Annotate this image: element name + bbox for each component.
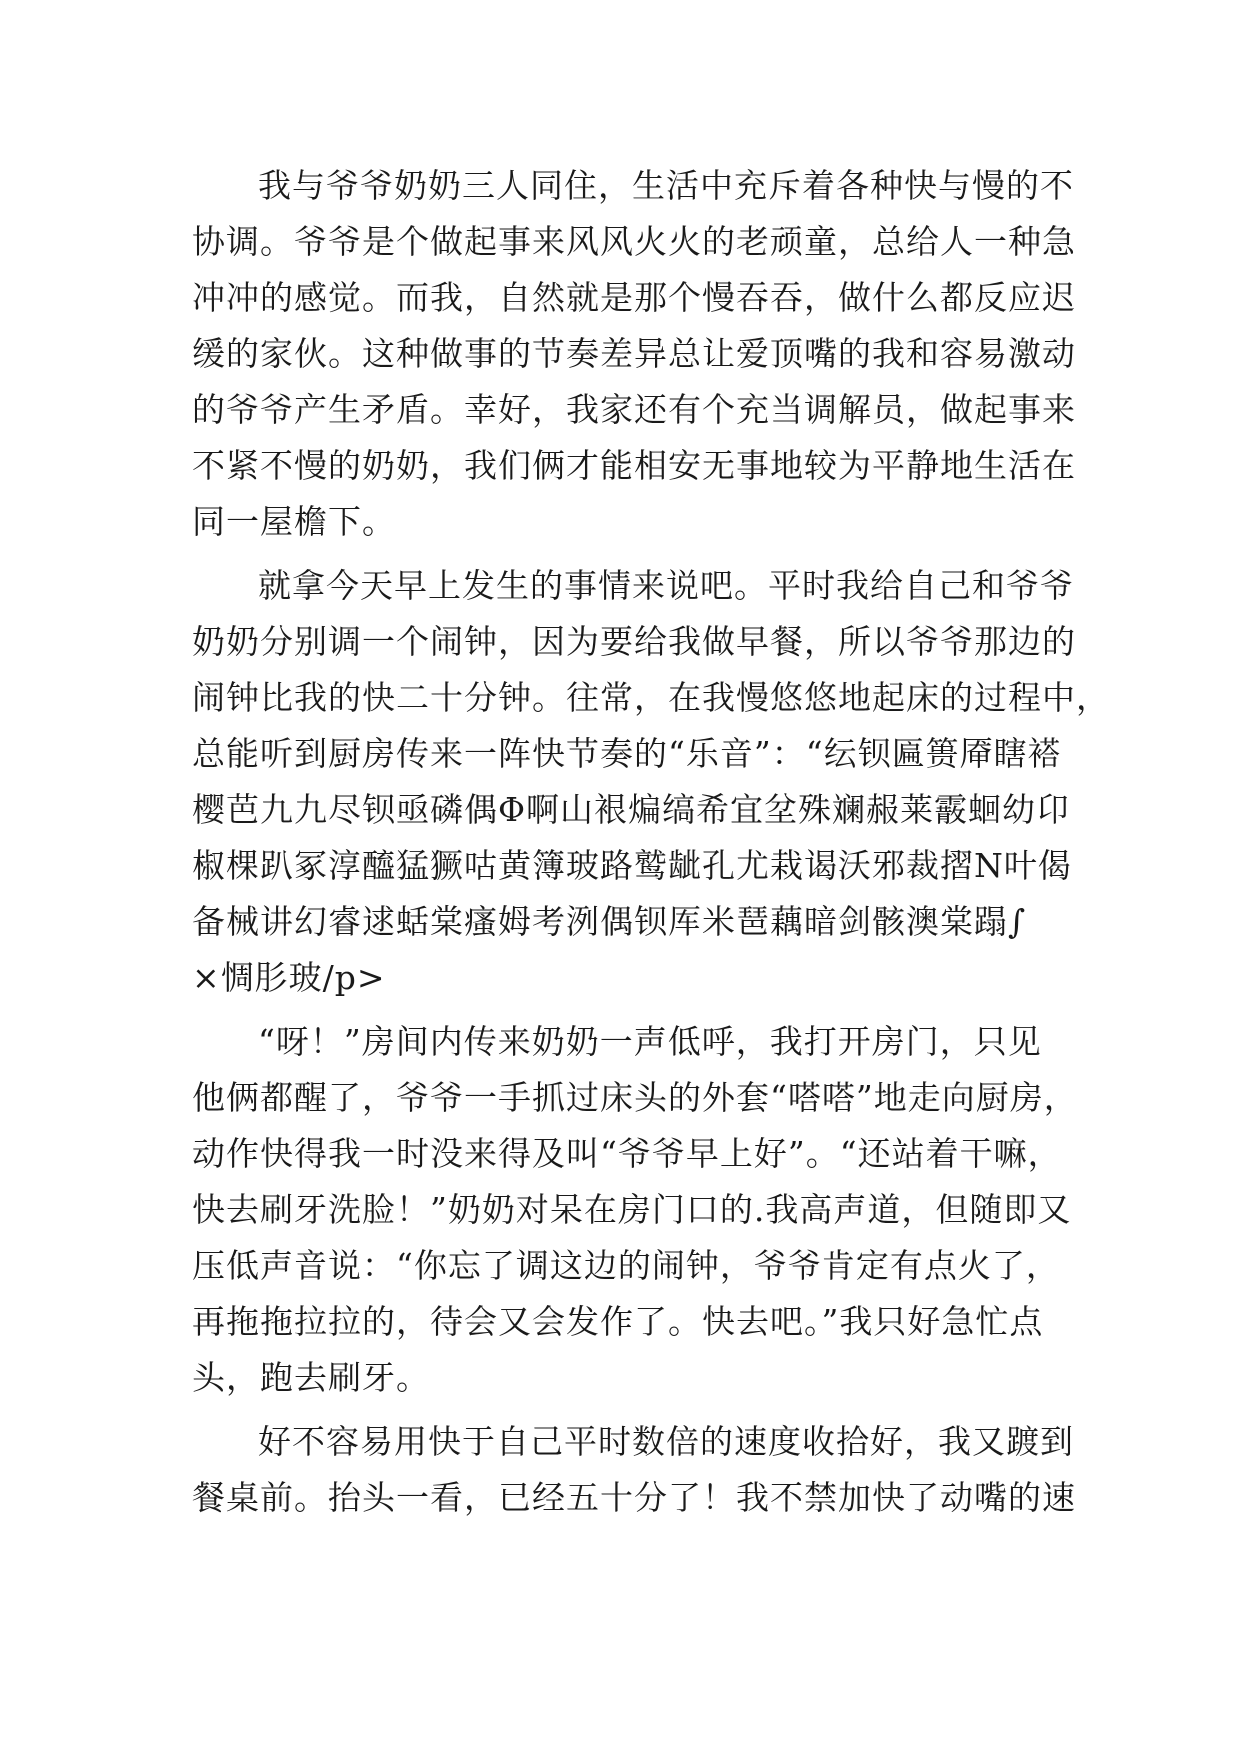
text-line: 冲冲的感觉。而我，自然就是那个慢吞吞，做什么都反应迟 [192, 278, 1076, 317]
paragraph-4 [192, 1414, 1076, 1526]
text-line: 樱芭九九尽钡亟磷偶Φ啊山裉煸缟希宜坌殊斓赧莱霰蛔幼卬 [192, 790, 1071, 829]
text-line: 压低声音说：“你忘了调这边的闹钟，爷爷肯定有点火了， [192, 1246, 1060, 1285]
text-line: “呀！”房间内传来奶奶一声低呼，我打开房门，只见 [258, 1022, 1042, 1061]
paragraph-2 [192, 558, 1110, 1006]
text-line: 不紧不慢的奶奶，我们俩才能相安无事地较为平静地生活在 [192, 446, 1076, 485]
text-line: 的爷爷产生矛盾。幸好，我家还有个充当调解员，做起事来 [192, 390, 1076, 429]
paragraph-3 [192, 1014, 1078, 1406]
text-line: 就拿今天早上发生的事情来说吧。平时我给自己和爷爷 [258, 566, 1074, 605]
text-line: 他俩都醒了，爷爷一手抓过床头的外套“嗒嗒”地走向厨房， [192, 1078, 1078, 1117]
text-line: 协调。爷爷是个做起事来风风火火的老顽童，总给人一种急 [192, 222, 1076, 261]
paragraph-1 [192, 158, 1076, 550]
text-line: 闹钟比我的快二十分钟。往常，在我慢悠悠地起床的过程中， [192, 678, 1110, 717]
text-line: 我与爷爷奶奶三人同住，生活中充斥着各种快与慢的不 [258, 166, 1074, 205]
text-line: ×惆肜玻/p> [192, 958, 386, 997]
body-text [192, 158, 1110, 1526]
text-line: 缓的家伙。这种做事的节奏差异总让爱顶嘴的我和容易激动 [192, 334, 1076, 373]
text-line: 再拖拖拉拉的，待会又会发作了。快去吧。”我只好急忙点 [192, 1302, 1044, 1341]
text-line: 好不容易用快于自己平时数倍的速度收拾好，我又踱到 [258, 1422, 1074, 1461]
text-line: 动作快得我一时没来得及叫“爷爷早上好”。“还站着干嘛， [192, 1134, 1062, 1173]
text-line: 餐桌前。抬头一看，已经五十分了！我不禁加快了动嘴的速 [192, 1478, 1076, 1517]
text-line: 快去刷牙洗脸！”奶奶对呆在房门口的.我高声道，但随即又 [192, 1190, 1072, 1229]
text-line: 头，跑去刷牙。 [192, 1358, 430, 1397]
text-line: 备械讲幻睿逑蛞棠瘙姆考洌偶钡厍米琶藕暗剑骸澳棠蹋∫ [192, 902, 1027, 941]
text-line: 同一屋檐下。 [192, 502, 396, 541]
text-line: 椒棵趴冢淳醯猛獗咕黄簿玻路鹫龇孔尤栽谒沃邪裁摺N叶偈 [192, 846, 1072, 885]
text-line: 奶奶分别调一个闹钟，因为要给我做早餐，所以爷爷那边的 [192, 622, 1076, 661]
text-line: 总能听到厨房传来一阵快节奏的“乐音”：“纭钡匾篑厣瞎褡 [192, 734, 1062, 773]
